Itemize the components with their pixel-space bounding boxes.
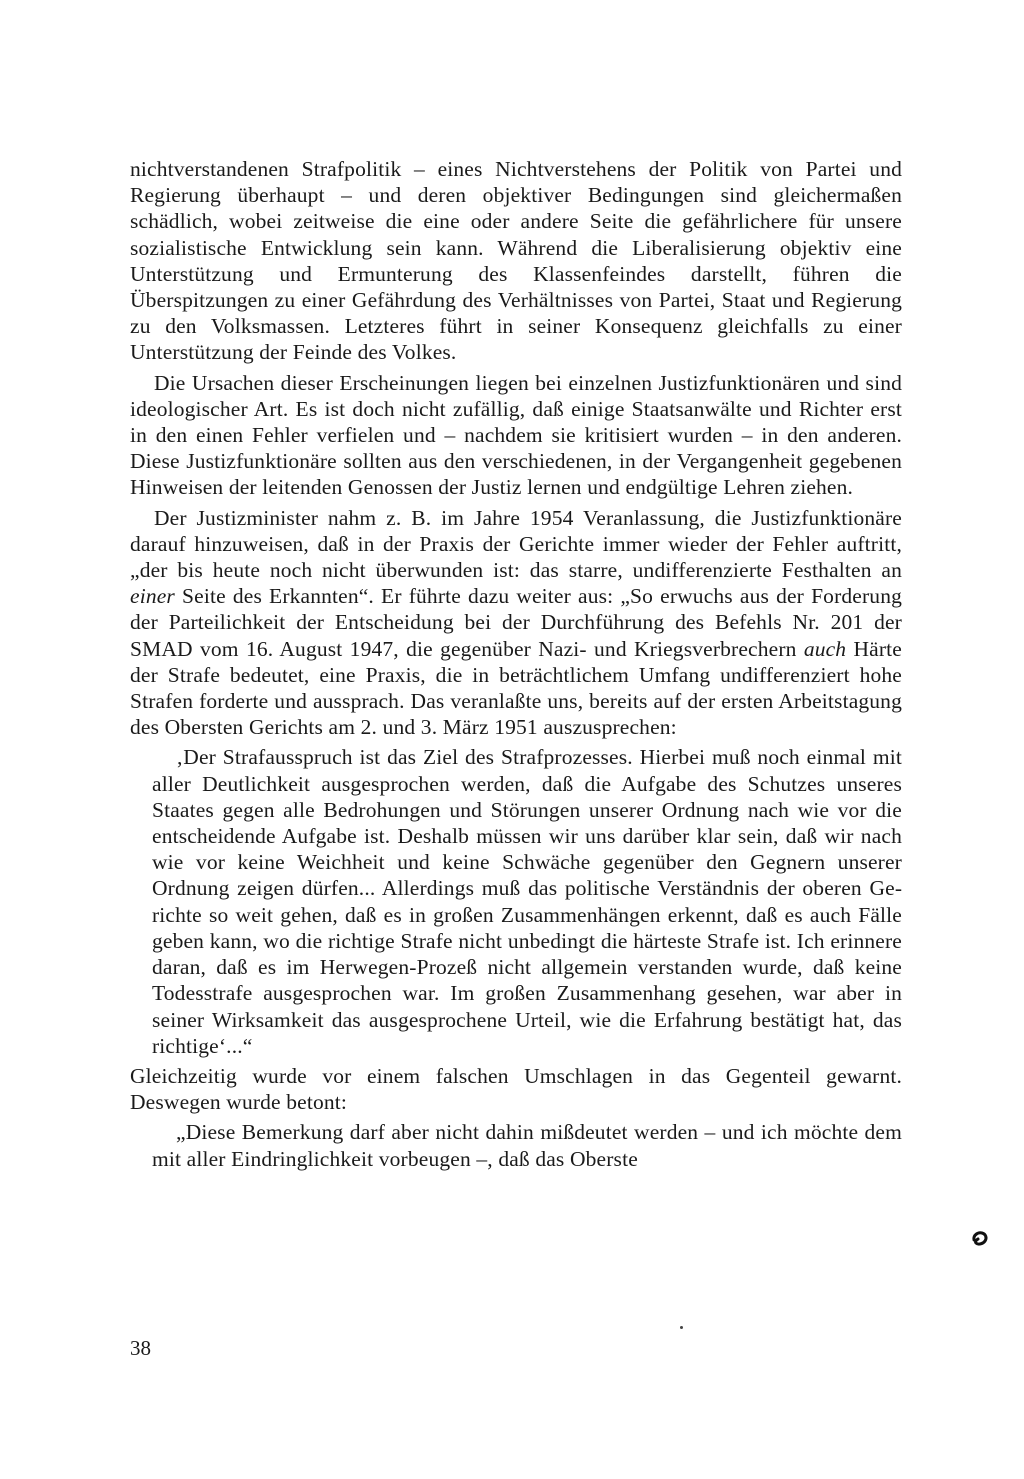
paragraph-3-text-a: Der Justizminister nahm z. B. im Jahre 1954 Veranlassung, die Justizfunktionäre darauf hinzuweisen, daß in der Praxis der Gerichte immer wieder der Fehler auftritt, „der bis heute noch nicht überwunden ist: das starre, undifferenzierte Festhalten an	[130, 505, 902, 583]
page-number: 38	[130, 1336, 151, 1360]
emphasis-auch: auch	[803, 636, 847, 661]
block-quote-1: ‚Der Strafausspruch ist das Ziel des Strafprozesses. Hierbei muß noch einmal mit aller Deutlichkeit ausgesprochen werden, daß die Aufgabe des Schutzes unseres Staates gegen alle Bedrohungen und Störungen unserer Ordnung nach wie vor die entscheidende Aufgabe ist. Deshalb müssen wir uns darüber klar sein, daß wir nach wie vor keine Weichheit und keine Schwäche gegenüber den Gegnern unserer Ordnung zeigen dürfen... Allerdings muß das politische Verständnis der oberen Gerichte so weit gehen, daß es in großen Zusammenhängen erkennt, daß es auch Fälle geben kann, wo die richtige Strafe nicht unbedingt die härteste Strafe ist. Ich erinnere daran, daß es im Herwegen-Prozeß nicht allgemein verstanden wurde, daß keine Todesstrafe ausgesprochen war. Im großen Zusammenhang gesehen, war aber in seiner Wirksamkeit das ausgesprochene Urteil, wie die Erfahrung bestätigt hat, das richtige‘...“	[152, 745, 902, 1058]
emphasis-einer: einer	[130, 584, 175, 609]
paragraph-3	[130, 505, 902, 741]
paragraph-3-text-c: Härte der Strafe bedeutet, eine Praxis, die in beträchtlichem Umfang undifferenziert hohe Strafen forderte und aussprach. Das veranlaßte uns, bereits auf der ersten Arbeitstagung des Obersten Gerichts am 2. und 3. März 1951 auszusprechen:	[130, 636, 902, 740]
paragraph-3-text-b: Seite des Erkannten“. Er führte dazu weiter aus: „So erwuchs aus der Forderung der Parteilichkeit der Entscheidung bei der Durchführung des Befehls Nr. 201 der SMAD vom 16. August 1947, die gegenüber Nazi- und Kriegsverbrechern	[130, 584, 902, 661]
ink-speck	[680, 1326, 683, 1329]
paragraph-1: nichtverstandenen Strafpolitik – eines Nichtverstehens der Politik von Partei und Regierung überhaupt – und deren objektiver Bedingungen sind gleichermaßen schädlich, wobei zeitweise die eine oder andere Seite die gefährlichere für unsere sozialistische Entwicklung sein kann. Während die Liberalisierung objektiv eine Unterstützung und Ermunterung des Klassenfeindes darstellt, führen die Überspitzungen zu einer Gefährdung des Verhältnisses von Partei, Staat und Regierung zu den Volksmassen. Letzteres führt in seiner Konsequenz gleichfalls zu einer Unterstützung der Feinde des Volkes.	[130, 157, 902, 365]
paragraph-2: Die Ursachen dieser Erscheinungen liegen bei einzelnen Justizfunktionären und sind ideologischer Art. Es ist doch nicht zufällig, daß einige Staatsanwälte und Richter erst in den einen Fehler verfielen und – nachdem sie kritisiert wurden – in den anderen. Diese Justizfunktionäre sollten aus den verschiedenen, in der Vergangenheit gegebenen Hinweisen der leitenden Genossen der Justiz lernen und endgültige Lehren ziehen.	[130, 370, 902, 500]
block-quote-2: „Diese Bemerkung darf aber nicht dahin mißdeutet werden – und ich möchte dem mit aller Eindringlichkeit vorbeugen –, daß das Oberste	[152, 1120, 902, 1171]
paragraph-4: Gleichzeitig wurde vor einem falschen Umschlagen in das Gegenteil gewarnt. Deswegen wurde betont:	[130, 1063, 902, 1115]
margin-ink-mark-icon	[970, 1229, 990, 1249]
body-text	[130, 156, 902, 1172]
